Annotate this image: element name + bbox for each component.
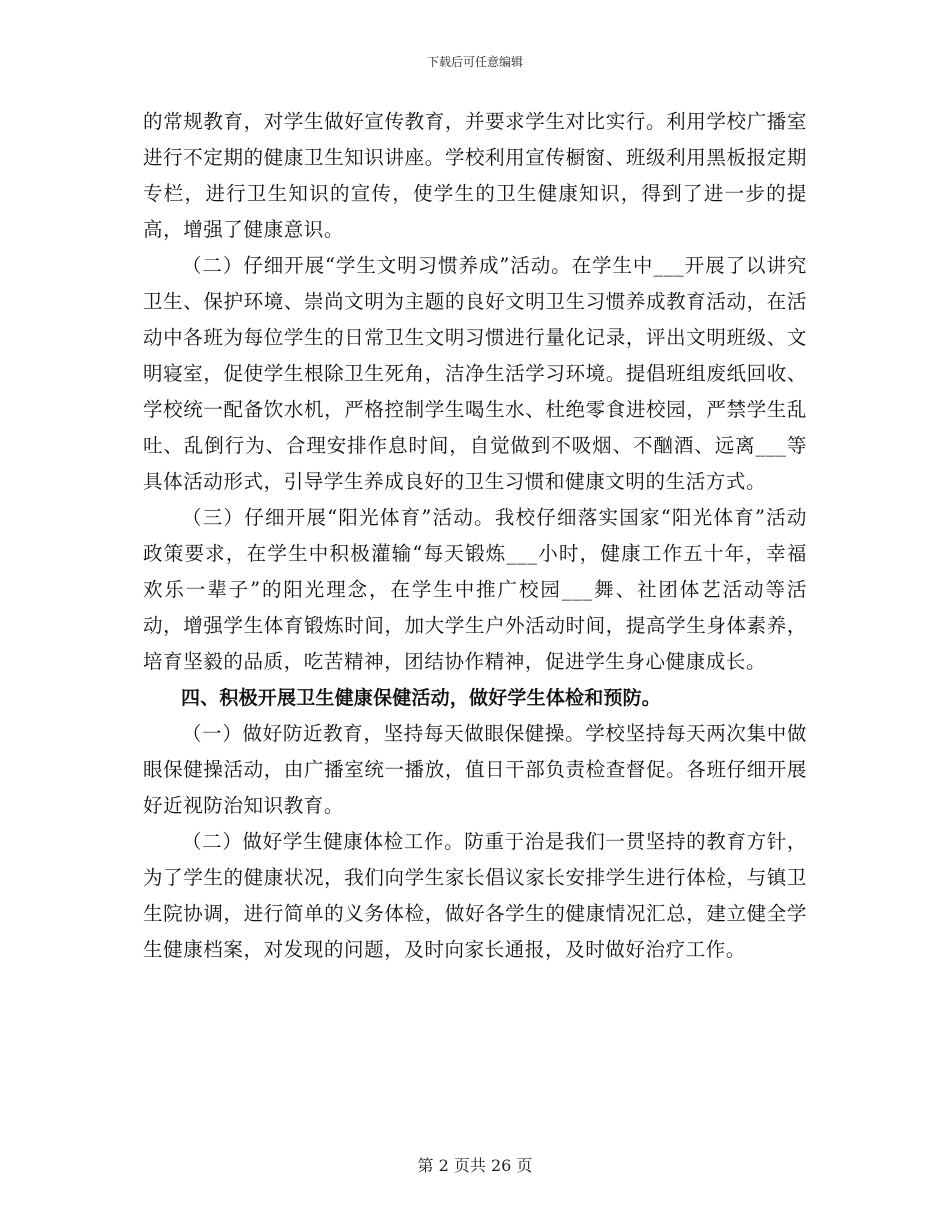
- paragraph-sunshine-sports: （三）仔细开展“阳光体育”活动。我校仔细落实国家“阳光体育”活动政策要求，在学生中积极灌输“每天锻炼___小时，健康工作五十年，幸福欢乐一辈子”的阳光理念，在学生中推广校园___舞、社团体艺活动等活动，增强学生体育锻炼时间，加大学生户外活动时间，提高学生身体素养，培育坚毅的品质，吃苦精神，团结协作精神，促进学生身心健康成长。: [143, 506, 807, 673]
- paragraph-continued: 的常规教育，对学生做好宣传教育，并要求学生对比实行。利用学校广播室进行不定期的健康卫生知识讲座。学校利用宣传橱窗、班级利用黑板报定期专栏，进行卫生知识的宣传，使学生的卫生健康知识，得到了进一步的提高，增强了健康意识。: [143, 110, 807, 241]
- document-body: [143, 104, 807, 968]
- page-header: 下载后可任意编辑: [426, 55, 523, 69]
- section-heading: 四、积极开展卫生健康保健活动，做好学生体检和预防。: [181, 687, 662, 709]
- page-footer: 第 2 页共 26 页: [417, 1156, 533, 1175]
- paragraph-health-checkup: （二）做好学生健康体检工作。防重于治是我们一贯坚持的教育方针，为了学生的健康状况，我们向学生家长倡议家长安排学生进行体检，与镇卫生院协调，进行简单的义务体检，做好各学生的健康情况汇总，建立健全学生健康档案，对发现的问题，及时向家长通报，及时做好治疗工作。: [143, 830, 807, 961]
- paragraph-eye-exercise: （一）做好防近教育，坚持每天做眼保健操。学校坚持每天两次集中做眼保健操活动，由广播室统一播放，值日干部负责检查督促。各班仔细开展好近视防治知识教育。: [143, 722, 807, 817]
- paragraph-civilized-habits: （二）仔细开展“学生文明习惯养成”活动。在学生中___开展了以讲究卫生、保护环境、崇尚文明为主题的良好文明卫生习惯养成教育活动，在活动中各班为每位学生的日常卫生文明习惯进行量化记录，评出文明班级、文明寝室，促使学生根除卫生死角，洁净生活学习环境。提倡班组废纸回收、学校统一配备饮水机，严格控制学生喝生水、杜绝零食进校园，严禁学生乱吐、乱倒行为、合理安排作息时间，自觉做到不吸烟、不酗酒、远离___等具体活动形式，引导学生养成良好的卫生习惯和健康文明的生活方式。: [143, 254, 807, 493]
